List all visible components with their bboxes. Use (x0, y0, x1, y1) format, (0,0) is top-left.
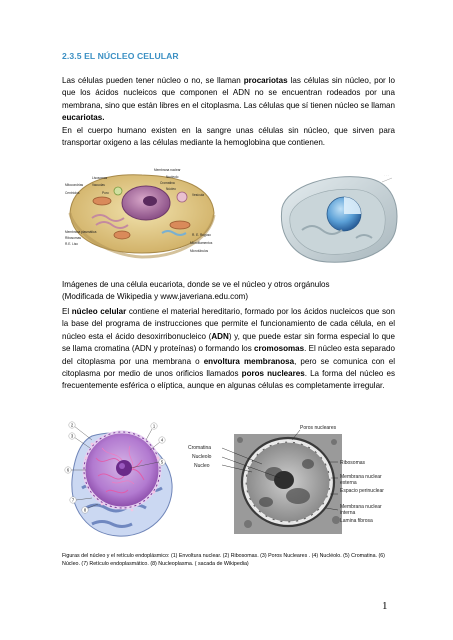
nucleus-micrograph-diagram (188, 420, 400, 536)
text-run: . El núcleo esta separado del citoplasma por una membrana o (62, 344, 395, 366)
label-membrana-nuclear-externa: Membrana nuclear (340, 474, 382, 480)
text-run: El (62, 307, 72, 316)
label-nucleo: Núcleo (166, 187, 176, 191)
eukaryotic-cell-illustration (62, 163, 220, 263)
term-adn: ADN (211, 331, 229, 341)
callout-number: 1 (152, 423, 156, 429)
term-procariotas: procariotas (243, 76, 288, 85)
term-poros-nucleares: poros nucleares (241, 369, 305, 379)
label-vacuolas: Vacuolas (92, 183, 105, 187)
label-nucleolo: Nucleolo (166, 175, 179, 179)
label-membrana-nuclear: Membrana nuclear (154, 168, 181, 172)
figure2-caption: Figuras del núcleo y el retículo endoplásmico: (1) Envoltura nuclear. (2) Ribosomas. (3) Poros Nucleares . (4) Nucléolo. (5) Cromatina. (6) Núcleo. (7) Retículo endoplasmático. (8) Nucleoplasma. ( sacada de Wikipedia) (62, 553, 385, 567)
text-run: . La forma del núcleo es frecuentemente esférica o elíptica, aunque en algunas células es completamente irregular. (62, 369, 395, 391)
caption-source: (Modificada de Wikipedia y www.javeriana.edu.com) (62, 292, 249, 302)
nucleus-er-illustration (62, 418, 180, 542)
paragraph-nucleo-celular (62, 306, 395, 393)
label-ribosomas: Ribosomas (340, 460, 366, 466)
callout-number: 6 (66, 467, 70, 473)
callout-number: 2 (70, 422, 74, 428)
label-cromatina: Cromatina (160, 181, 175, 185)
label-centriolos: Centríolos (65, 191, 80, 195)
callout-number: 7 (71, 497, 75, 503)
paragraph-procariotas (62, 75, 395, 149)
text-run: , pero se comunica con el citoplasma por medio de unos orificios llamados (62, 356, 395, 379)
label-re-rugoso: R. E. Rugoso (192, 233, 211, 237)
text-run: En el cuerpo humano existen en la sangre unas células sin núcleo, que sirven para transportar oxigeno a las células mediante la hemoglobina que contienen. (62, 125, 395, 148)
label-ribosomas: Ribosomas (65, 236, 81, 240)
callout-number: 5 (160, 459, 164, 465)
label-microtubulos: Microtúbulos (190, 249, 209, 253)
label-lisosomas: Lisosomas (92, 176, 108, 180)
label-interna: interna (340, 510, 356, 516)
figure1-caption (62, 279, 395, 304)
label-membrana-plasmatica: Membrana plasmática (65, 230, 97, 234)
text-run: contiene el material hereditario, formado por los ácidos nucleicos que son la base del programa de instrucciones que permite el funcionamiento de cada célula, en el núcleo esta el ácido desoxirribonucleico ( (62, 307, 395, 341)
term-cromosomas: cromosomas (254, 344, 305, 354)
label-re-liso: R.E. Liso (65, 242, 78, 246)
label-nucleolo: Nucleolo (192, 454, 212, 460)
cell-3d-rendering (272, 168, 404, 267)
label-microfilamentos: Microfilamentos (190, 241, 213, 245)
label-espacio-perinuclear: Espacio perinuclear (340, 488, 384, 494)
term-envoltura-membranosa: envoltura membranosa (203, 356, 295, 366)
callout-number: 3 (70, 433, 74, 439)
page-number: 1 (382, 600, 388, 612)
label-externa: externa (340, 480, 357, 486)
text-run: Las células pueden tener núcleo o no, se llaman (62, 76, 244, 85)
label-poro: Poro (102, 191, 109, 195)
term-nucleo-celular: núcleo celular (71, 307, 127, 316)
caption-line: Imágenes de una célula eucariota, donde se ve el núcleo y otros orgánulos (62, 280, 330, 289)
label-poros-nucleares: Poros nucleares (300, 425, 337, 431)
label-lamina-fibrosa: Lamina fibrosa (340, 518, 373, 524)
label-nucleo: Nucleo (194, 463, 210, 469)
callout-number: 4 (160, 437, 164, 443)
label-mitocondrias: Mitocondrias (65, 183, 84, 187)
section-heading: 2.3.5 EL NÚCLEO CELULAR (62, 51, 179, 61)
label-membrana-nuclear-interna: Membrana nuclear (340, 504, 382, 510)
label-cromatina: Cromatina (188, 445, 212, 451)
term-eucariotas: eucariotas. (62, 113, 105, 123)
text-run: las células sin núcleo, por lo que los ácidos nucleicos que componen el ADN no se encuentran rodeados por una membrana, sino que están libres en el citoplasma. Las células que sí tienen núcleo se llaman (62, 76, 395, 110)
callout-number: 8 (83, 507, 87, 513)
label-vesicula: Vesícula (192, 193, 205, 197)
svg-text:· · ·: · · · (384, 173, 389, 177)
text-run: ) y, que puede estar sin forma especial lo que se llama cromatina (ADN y proteínas) o formando los (62, 331, 395, 354)
